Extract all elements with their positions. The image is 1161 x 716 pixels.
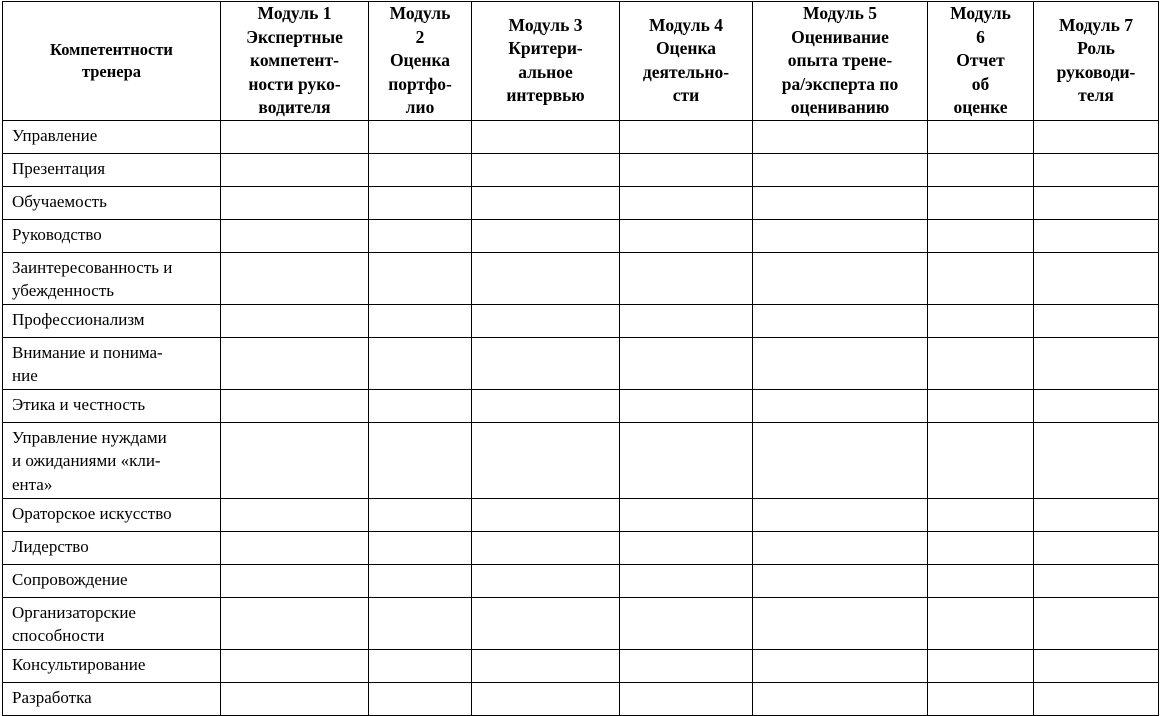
table-cell[interactable]: [928, 564, 1034, 597]
table-cell[interactable]: [753, 252, 928, 304]
table-cell[interactable]: [928, 120, 1034, 153]
table-cell[interactable]: [620, 597, 753, 649]
row-label-line: Управление: [12, 125, 98, 145]
table-row: [3, 337, 1159, 389]
table-cell[interactable]: [1034, 120, 1159, 153]
row-label-line: Профессионализм: [12, 309, 145, 329]
row-label-line: Заинтересованность и: [12, 257, 173, 277]
table-cell[interactable]: [753, 219, 928, 252]
table-cell[interactable]: [221, 564, 369, 597]
table-cell[interactable]: [928, 389, 1034, 422]
row-label-line: Ораторское искусство: [12, 503, 172, 523]
header-line: Компетентности: [50, 39, 173, 59]
header-module-7: [1034, 2, 1159, 121]
table-cell[interactable]: [1034, 597, 1159, 649]
row-label-line: Руководство: [12, 224, 102, 244]
table-cell[interactable]: [753, 153, 928, 186]
table-cell[interactable]: [221, 649, 369, 682]
row-label-line: убежденность: [12, 281, 115, 300]
table-cell[interactable]: [1034, 153, 1159, 186]
table-cell[interactable]: [369, 531, 472, 564]
header-line: ности руко-: [248, 73, 341, 94]
row-label: [3, 649, 221, 682]
table-cell[interactable]: [620, 531, 753, 564]
table-cell[interactable]: [620, 252, 753, 304]
row-label: [3, 120, 221, 153]
row-label-line: Сопровождение: [12, 569, 128, 589]
header-line: Оценка: [655, 38, 717, 59]
table-cell[interactable]: [369, 389, 472, 422]
table-cell[interactable]: [221, 252, 369, 304]
table-cell[interactable]: [369, 422, 472, 498]
header-line: альное: [518, 61, 573, 82]
table-row: [3, 252, 1159, 304]
row-label-line: Управление нуждами: [12, 427, 167, 447]
table-cell[interactable]: [753, 531, 928, 564]
table-row: [3, 498, 1159, 531]
table-cell[interactable]: [472, 389, 620, 422]
table-row: [3, 531, 1159, 564]
row-label-line: Обучаемость: [12, 191, 107, 211]
header-line: 6: [976, 26, 985, 47]
table-row: [3, 304, 1159, 337]
table-cell[interactable]: [472, 564, 620, 597]
table-cell[interactable]: [369, 498, 472, 531]
table-cell[interactable]: [928, 422, 1034, 498]
row-label: [3, 304, 221, 337]
table-cell[interactable]: [472, 186, 620, 219]
row-label: [3, 682, 221, 715]
table-row: [3, 682, 1159, 715]
header-line: Модуль: [950, 3, 1011, 23]
header-line: тренера: [81, 61, 142, 81]
table-cell[interactable]: [753, 120, 928, 153]
header-line: интервью: [506, 85, 585, 106]
table-cell[interactable]: [221, 422, 369, 498]
table-cell[interactable]: [1034, 219, 1159, 252]
table-cell[interactable]: [753, 564, 928, 597]
table-cell[interactable]: [620, 498, 753, 531]
table-cell[interactable]: [369, 304, 472, 337]
header-line: ра/эксперта по: [781, 73, 899, 94]
header-line: Оценивание: [791, 26, 889, 47]
header-line: оценке: [953, 97, 1008, 117]
table-cell[interactable]: [620, 219, 753, 252]
table-cell[interactable]: [1034, 649, 1159, 682]
table-cell[interactable]: [369, 649, 472, 682]
table-cell[interactable]: [369, 597, 472, 649]
table-cell[interactable]: [221, 153, 369, 186]
table-cell[interactable]: [472, 120, 620, 153]
table-cell[interactable]: [221, 337, 369, 389]
table-cell[interactable]: [753, 649, 928, 682]
table-cell[interactable]: [928, 498, 1034, 531]
row-label: [3, 337, 221, 389]
table-cell[interactable]: [369, 564, 472, 597]
competency-matrix-table: [2, 1, 1159, 716]
table-cell[interactable]: [1034, 337, 1159, 389]
header-line: об: [971, 73, 990, 94]
table-row: [3, 186, 1159, 219]
table-cell[interactable]: [928, 337, 1034, 389]
table-cell[interactable]: [753, 498, 928, 531]
table-cell[interactable]: [472, 498, 620, 531]
table-cell[interactable]: [369, 252, 472, 304]
table-cell[interactable]: [928, 252, 1034, 304]
row-label: [3, 531, 221, 564]
table-cell[interactable]: [928, 531, 1034, 564]
header-line: лио: [405, 97, 435, 117]
table-cell[interactable]: [620, 120, 753, 153]
table-cell[interactable]: [369, 337, 472, 389]
row-label-line: способности: [12, 626, 105, 645]
header-line: Модуль 1: [257, 3, 332, 23]
header-line: 2: [415, 26, 425, 47]
table-cell[interactable]: [369, 186, 472, 219]
header-line: оцениванию: [790, 97, 890, 117]
table-cell[interactable]: [928, 186, 1034, 219]
row-label-line: Организаторские: [12, 602, 136, 622]
row-label-line: Презентация: [12, 158, 106, 178]
row-label: [3, 153, 221, 186]
header-line: Роль: [1077, 38, 1115, 59]
table-cell[interactable]: [369, 682, 472, 715]
table-cell[interactable]: [620, 422, 753, 498]
header-line: опыта трене-: [787, 50, 893, 70]
row-label: [3, 498, 221, 531]
header-line: портфо-: [388, 73, 452, 94]
row-label-line: ента»: [12, 474, 53, 494]
table-cell[interactable]: [472, 252, 620, 304]
table-cell[interactable]: [221, 389, 369, 422]
row-label: [3, 422, 221, 498]
table-cell[interactable]: [753, 389, 928, 422]
row-label-line: Лидерство: [12, 536, 89, 556]
table-cell[interactable]: [472, 531, 620, 564]
table-cell[interactable]: [1034, 186, 1159, 219]
table-cell[interactable]: [1034, 498, 1159, 531]
table-cell[interactable]: [928, 219, 1034, 252]
row-label-line: и ожиданиями «кли-: [12, 451, 161, 470]
row-label-line: ние: [12, 366, 38, 385]
row-label-line: Этика и честность: [12, 394, 146, 414]
table-cell[interactable]: [620, 304, 753, 337]
header-line: деятельно-: [642, 61, 730, 82]
header-module-1: [221, 2, 369, 121]
table-cell[interactable]: [620, 682, 753, 715]
header-line: Модуль 7: [1059, 14, 1133, 35]
table-cell[interactable]: [620, 649, 753, 682]
header-module-5: [753, 2, 928, 121]
table-cell[interactable]: [221, 219, 369, 252]
table-cell[interactable]: [928, 597, 1034, 649]
header-line: теля: [1078, 85, 1114, 106]
table-cell[interactable]: [472, 219, 620, 252]
row-label: [3, 564, 221, 597]
table-cell[interactable]: [620, 153, 753, 186]
table-cell[interactable]: [221, 186, 369, 219]
table-cell[interactable]: [620, 564, 753, 597]
header-module-4: [620, 2, 753, 121]
table-cell[interactable]: [221, 498, 369, 531]
header-module-3: [472, 2, 620, 121]
table-cell[interactable]: [928, 682, 1034, 715]
header-module-2: [369, 2, 472, 121]
table-cell[interactable]: [753, 186, 928, 219]
table-cell[interactable]: [928, 304, 1034, 337]
table-row: [3, 422, 1159, 498]
table-cell[interactable]: [753, 304, 928, 337]
table-cell[interactable]: [620, 337, 753, 389]
header-line: Экспертные: [246, 26, 343, 47]
table-cell[interactable]: [221, 120, 369, 153]
table-cell[interactable]: [472, 337, 620, 389]
header-line: водителя: [258, 97, 331, 117]
table-cell[interactable]: [472, 422, 620, 498]
row-label-line: Консультирование: [12, 654, 146, 674]
header-line: Модуль 3: [508, 14, 583, 35]
header-line: Критери-: [508, 38, 583, 59]
table-cell[interactable]: [1034, 252, 1159, 304]
table-cell[interactable]: [221, 597, 369, 649]
header-line: компетент-: [250, 50, 339, 70]
table-row: [3, 649, 1159, 682]
row-label: [3, 252, 221, 304]
table-cell[interactable]: [472, 597, 620, 649]
row-label: [3, 219, 221, 252]
table-cell[interactable]: [753, 597, 928, 649]
row-label: [3, 389, 221, 422]
header-row: [3, 2, 1159, 121]
table-cell[interactable]: [928, 649, 1034, 682]
row-label: [3, 597, 221, 649]
table-cell[interactable]: [620, 389, 753, 422]
table-cell[interactable]: [369, 120, 472, 153]
header-line: Отчет: [956, 50, 1005, 70]
table-cell[interactable]: [753, 422, 928, 498]
table-cell[interactable]: [1034, 389, 1159, 422]
table-cell[interactable]: [221, 531, 369, 564]
table-cell[interactable]: [369, 153, 472, 186]
table-cell[interactable]: [753, 682, 928, 715]
table-cell[interactable]: [1034, 304, 1159, 337]
table-cell[interactable]: [1034, 564, 1159, 597]
table-cell[interactable]: [472, 682, 620, 715]
table-cell[interactable]: [472, 304, 620, 337]
header-line: Модуль 5: [803, 3, 877, 23]
table-cell[interactable]: [620, 186, 753, 219]
row-label-line: Внимание и понима-: [12, 342, 163, 362]
table-row: [3, 120, 1159, 153]
table-row: [3, 597, 1159, 649]
table-cell[interactable]: [1034, 682, 1159, 715]
table-cell[interactable]: [472, 649, 620, 682]
table-row: [3, 219, 1159, 252]
table-cell[interactable]: [472, 153, 620, 186]
table-row: [3, 153, 1159, 186]
table-cell[interactable]: [753, 337, 928, 389]
row-label: [3, 186, 221, 219]
header-competencies: [3, 2, 221, 121]
table-cell[interactable]: [221, 304, 369, 337]
table-cell[interactable]: [1034, 531, 1159, 564]
header-line: сти: [672, 85, 700, 106]
header-line: Оценка: [389, 50, 451, 70]
table-cell[interactable]: [928, 153, 1034, 186]
table-cell[interactable]: [1034, 422, 1159, 498]
table-row: [3, 564, 1159, 597]
row-label-line: Разработка: [12, 687, 92, 707]
header-line: Модуль: [389, 3, 451, 23]
table-cell[interactable]: [369, 219, 472, 252]
table-cell[interactable]: [221, 682, 369, 715]
header-line: руководи-: [1056, 61, 1136, 82]
header-module-6: [928, 2, 1034, 121]
table-row: [3, 389, 1159, 422]
header-line: Модуль 4: [649, 14, 723, 35]
